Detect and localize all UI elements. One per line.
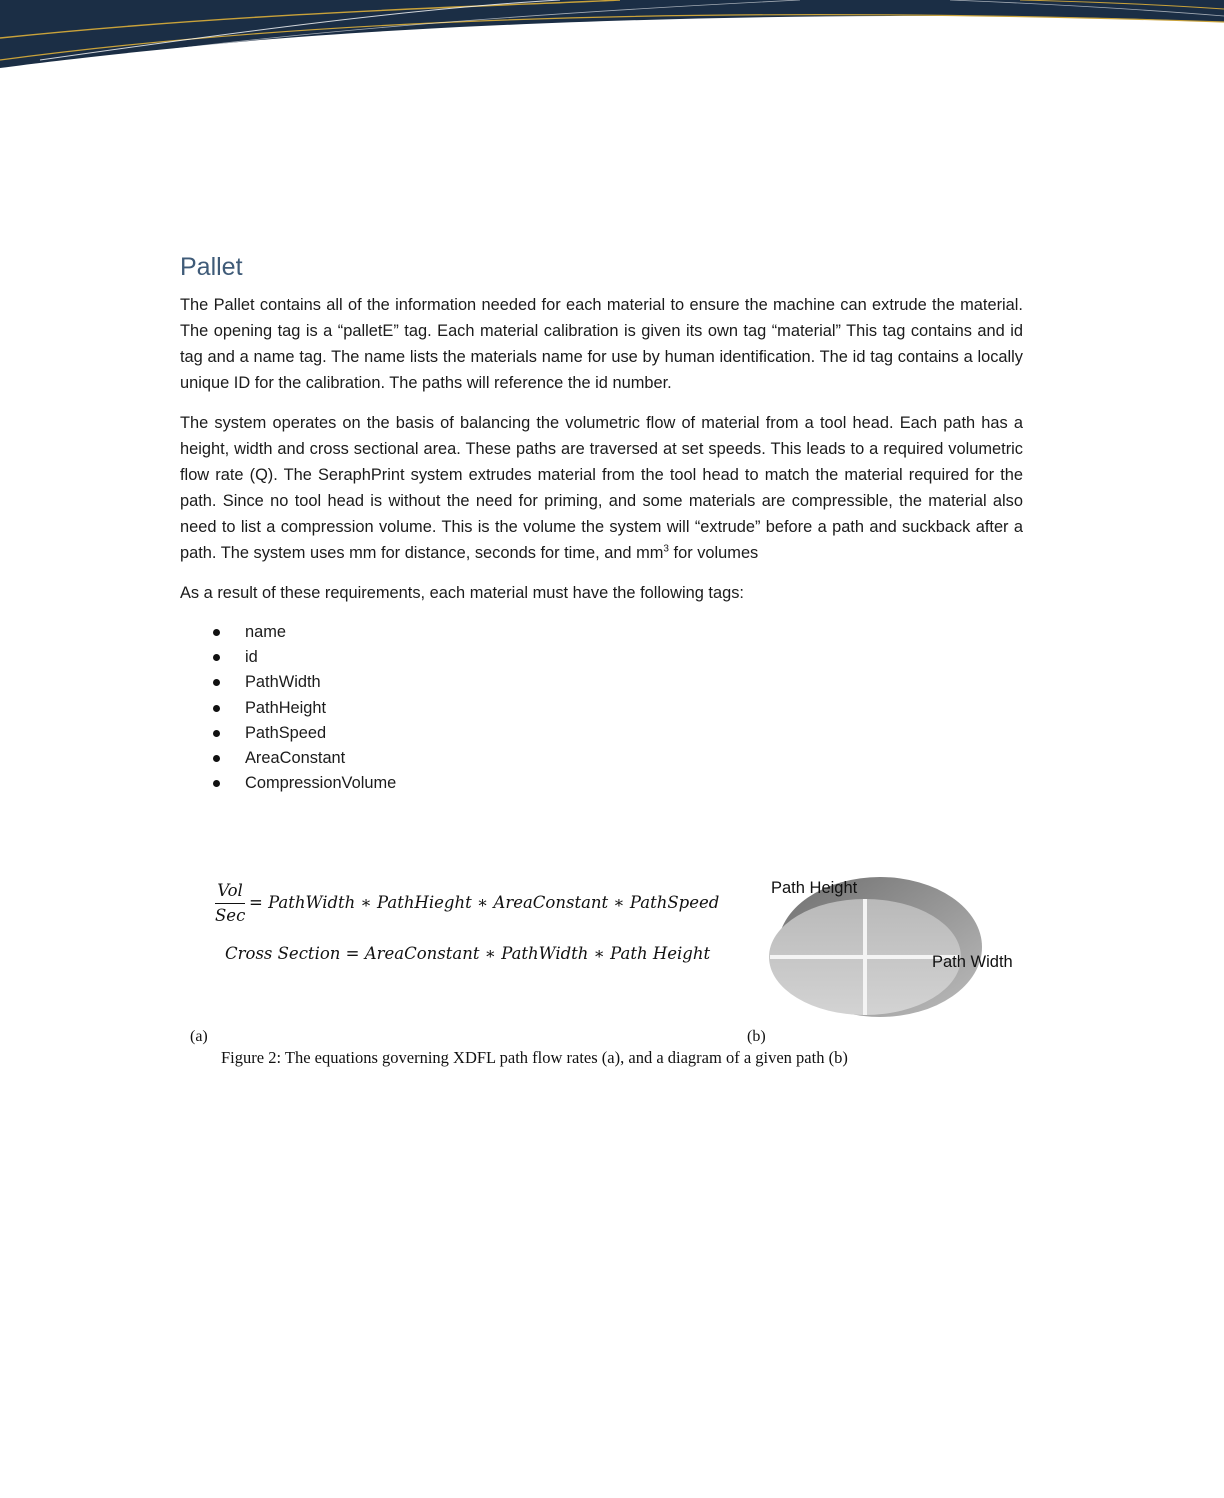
section-pallet bbox=[180, 252, 1023, 796]
list-item: id bbox=[180, 645, 1023, 670]
figure-sublabel-a: (a) bbox=[190, 1028, 208, 1045]
list-item: PathWidth bbox=[180, 670, 1023, 695]
header-banner bbox=[0, 0, 1224, 80]
required-tags-list bbox=[180, 620, 1023, 796]
paragraph-2-body: The system operates on the basis of balancing the volumetric flow of material from a tool head. Each path has a height, width and cross sectional area. These paths are traversed at set speeds. This leads to a required volumetric flow rate (Q). The SeraphPrint system extrudes material from the tool head to match the material required for the path. Since no tool head is without the need for priming, and some materials are compressible, the material also need to list a compression volume. This is the volume the system will “extrude” before a path and suckback after a path. The system uses mm for distance, seconds for time, and mm bbox=[180, 414, 1023, 562]
paragraph-2-tail: for volumes bbox=[668, 544, 759, 562]
list-item: name bbox=[180, 620, 1023, 645]
list-item: PathSpeed bbox=[180, 721, 1023, 746]
section-heading: Pallet bbox=[180, 253, 243, 281]
list-item: AreaConstant bbox=[180, 746, 1023, 771]
flow-rate-fraction bbox=[215, 880, 245, 927]
cross-section-equation: Cross Section = AreaConstant ∗ PathWidth ∗ Path Height bbox=[225, 944, 711, 963]
list-item: PathHeight bbox=[180, 696, 1023, 721]
fraction-bar bbox=[215, 903, 245, 904]
fraction-numerator: Vol bbox=[217, 881, 243, 900]
fraction-denominator: Sec bbox=[215, 906, 246, 925]
path-width-label: Path Width bbox=[932, 953, 1013, 971]
paragraph-3: As a result of these requirements, each material must have the following tags: bbox=[180, 584, 744, 602]
paragraph-2 bbox=[180, 410, 1023, 566]
flow-rate-equation: = PathWidth ∗ PathHieght ∗ AreaConstant ∗ PathSpeed bbox=[249, 893, 720, 912]
figure-caption: Figure 2: The equations governing XDFL path flow rates (a), and a diagram of a given path (b) bbox=[221, 1048, 848, 1067]
path-height-label: Path Height bbox=[771, 879, 858, 897]
figure-sublabel-b: (b) bbox=[747, 1028, 766, 1045]
superscript-3: 3 bbox=[663, 543, 669, 555]
list-item: CompressionVolume bbox=[180, 771, 1023, 796]
paragraph-1: The Pallet contains all of the information needed for each material to ensure the machine can extrude the material. The opening tag is a “palletE” tag. Each material calibration is given its own tag “material” This tag contains and id tag and a name tag. The name lists the materials name for use by human identification. The id tag contains a locally unique ID for the calibration. The paths will reference the id number. bbox=[180, 296, 1023, 392]
